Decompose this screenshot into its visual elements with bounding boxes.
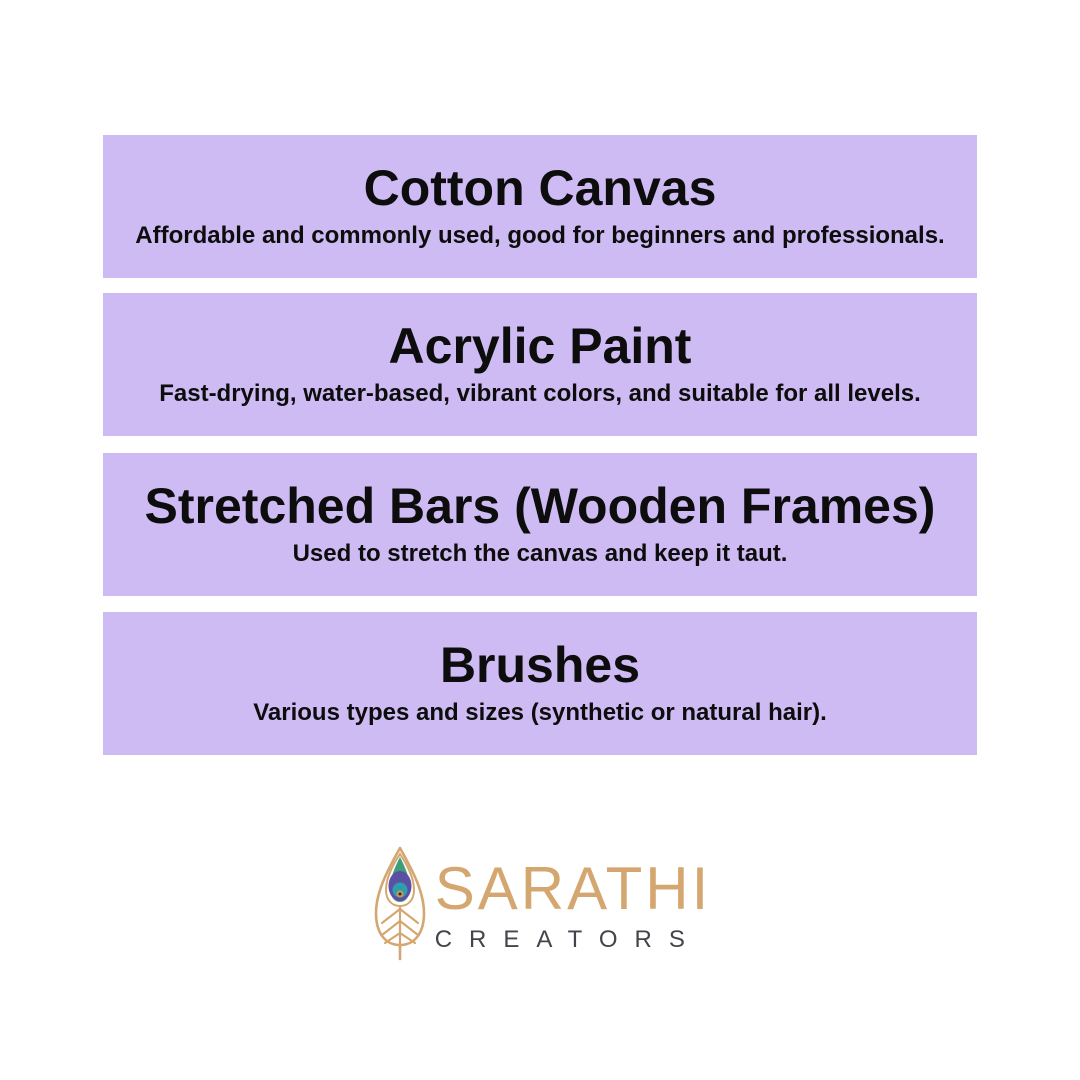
card-title: Stretched Bars (Wooden Frames) [144,478,936,535]
card-description: Various types and sizes (synthetic or natural hair). [253,699,827,727]
card-description: Used to stretch the canvas and keep it taut. [292,540,788,568]
card-title: Cotton Canvas [363,160,717,217]
card-description: Fast-drying, water-based, vibrant colors, and suitable for all levels. [159,380,921,408]
card-title: Brushes [439,637,641,694]
card-title: Acrylic Paint [388,318,692,375]
card-description: Affordable and commonly used, good for beginners and professionals. [135,222,945,250]
brand-tagline: CREATORS [434,926,702,953]
brand-name: SARATHI [434,855,712,922]
supply-card-acrylic-paint [103,293,977,436]
supply-card-cotton-canvas [103,135,977,278]
brand-logo [0,845,1080,961]
peacock-feather-icon [369,845,431,961]
supply-card-stretched-bars [103,453,977,596]
supply-card-brushes [103,612,977,755]
